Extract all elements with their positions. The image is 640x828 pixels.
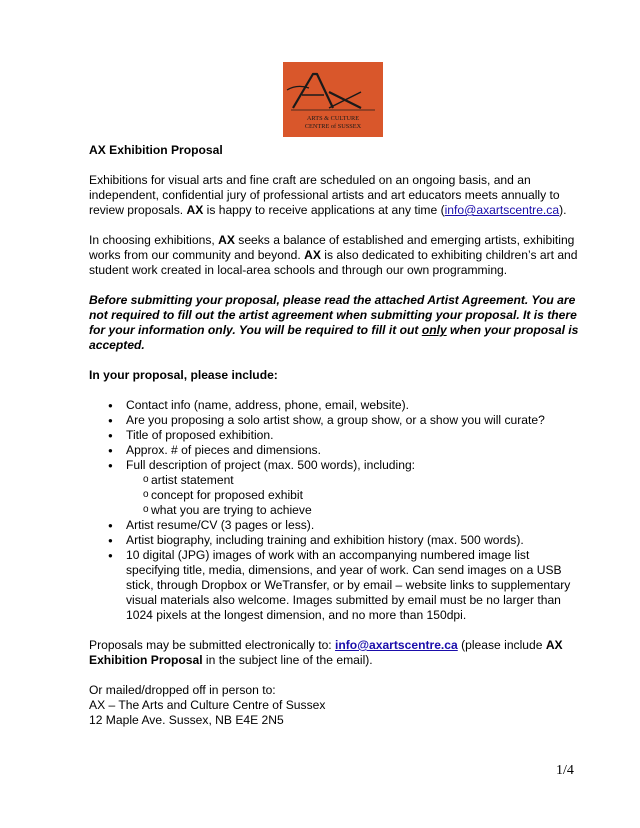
document-body <box>89 143 584 728</box>
logo-line-1: ARTS & CULTURE <box>306 115 360 122</box>
list-item: ● 10 digital (JPG) images of work with an accompanying numbered image list specifying title, media, dimensions, and year of work. Can send images on a USB stick, through Dropbox or WeTransfer, or by email – website links to supplementary visual materials also welcome. Images submitted by email must be no larger than 1024 pixels at the longest dimension, and no more than 150dpi. <box>89 548 584 623</box>
mail-intro: Or mailed/dropped off in person to: <box>89 683 276 697</box>
description-sublist <box>89 473 584 518</box>
list-item: ● Are you proposing a solo artist show, a group show, or a show you will curate? <box>89 413 584 428</box>
agreement-notice: Before submitting your proposal, please read the attached Artist Agreement. You are not required to fill out the artist agreement when submitting your proposal. It is there for your information only. You will be required to fill it out only when your proposal is accepted. <box>89 293 579 352</box>
list-item: ● Full description of project (max. 500 words), including: o artist statement o concept for proposed exhibit o what you are trying to achieve <box>89 458 584 518</box>
requirements-list <box>89 398 584 623</box>
submission-email-link[interactable]: info@axartscentre.ca <box>335 638 458 652</box>
mail-address-line-2: 12 Maple Ave. Sussex, NB E4E 2N5 <box>89 713 284 727</box>
logo-line-2: CENTRE of SUSSEX <box>304 123 362 130</box>
ax-logo <box>283 62 383 137</box>
intro-paragraph: Exhibitions for visual arts and fine craft are scheduled on an ongoing basis, and an independent, confidential jury of professional artists and art educators meets annually to review proposals. AX is happy to receive applications at any time (info@axartscentre.ca). <box>89 173 567 217</box>
sub-list-item: o what you are trying to achieve <box>89 503 584 518</box>
page-title: AX Exhibition Proposal <box>89 143 223 157</box>
selection-paragraph: In choosing exhibitions, AX seeks a balance of established and emerging artists, exhibiting works from our community and beyond. AX is also dedicated to exhibiting children’s art and student work created in local-area schools and through our own programming. <box>89 233 578 277</box>
submission-paragraph: Proposals may be submitted electronically to: info@axartscentre.ca (please include AX Exhibition Proposal in the subject line of the email). <box>89 638 563 667</box>
list-item: ● Contact info (name, address, phone, email, website). <box>89 398 584 413</box>
include-heading: In your proposal, please include: <box>89 368 278 382</box>
list-item: ● Artist biography, including training and exhibition history (max. 500 words). <box>89 533 584 548</box>
ax-logo-mark <box>283 62 383 137</box>
list-item: ● Approx. # of pieces and dimensions. <box>89 443 584 458</box>
list-item: ● Title of proposed exhibition. <box>89 428 584 443</box>
list-item: ● Artist resume/CV (3 pages or less). <box>89 518 584 533</box>
sub-list-item: o artist statement <box>89 473 584 488</box>
sub-list-item: o concept for proposed exhibit <box>89 488 584 503</box>
page-number: 1/4 <box>556 763 574 778</box>
email-link[interactable]: info@axartscentre.ca <box>444 203 560 217</box>
mail-address-line-1: AX – The Arts and Culture Centre of Sussex <box>89 698 326 712</box>
